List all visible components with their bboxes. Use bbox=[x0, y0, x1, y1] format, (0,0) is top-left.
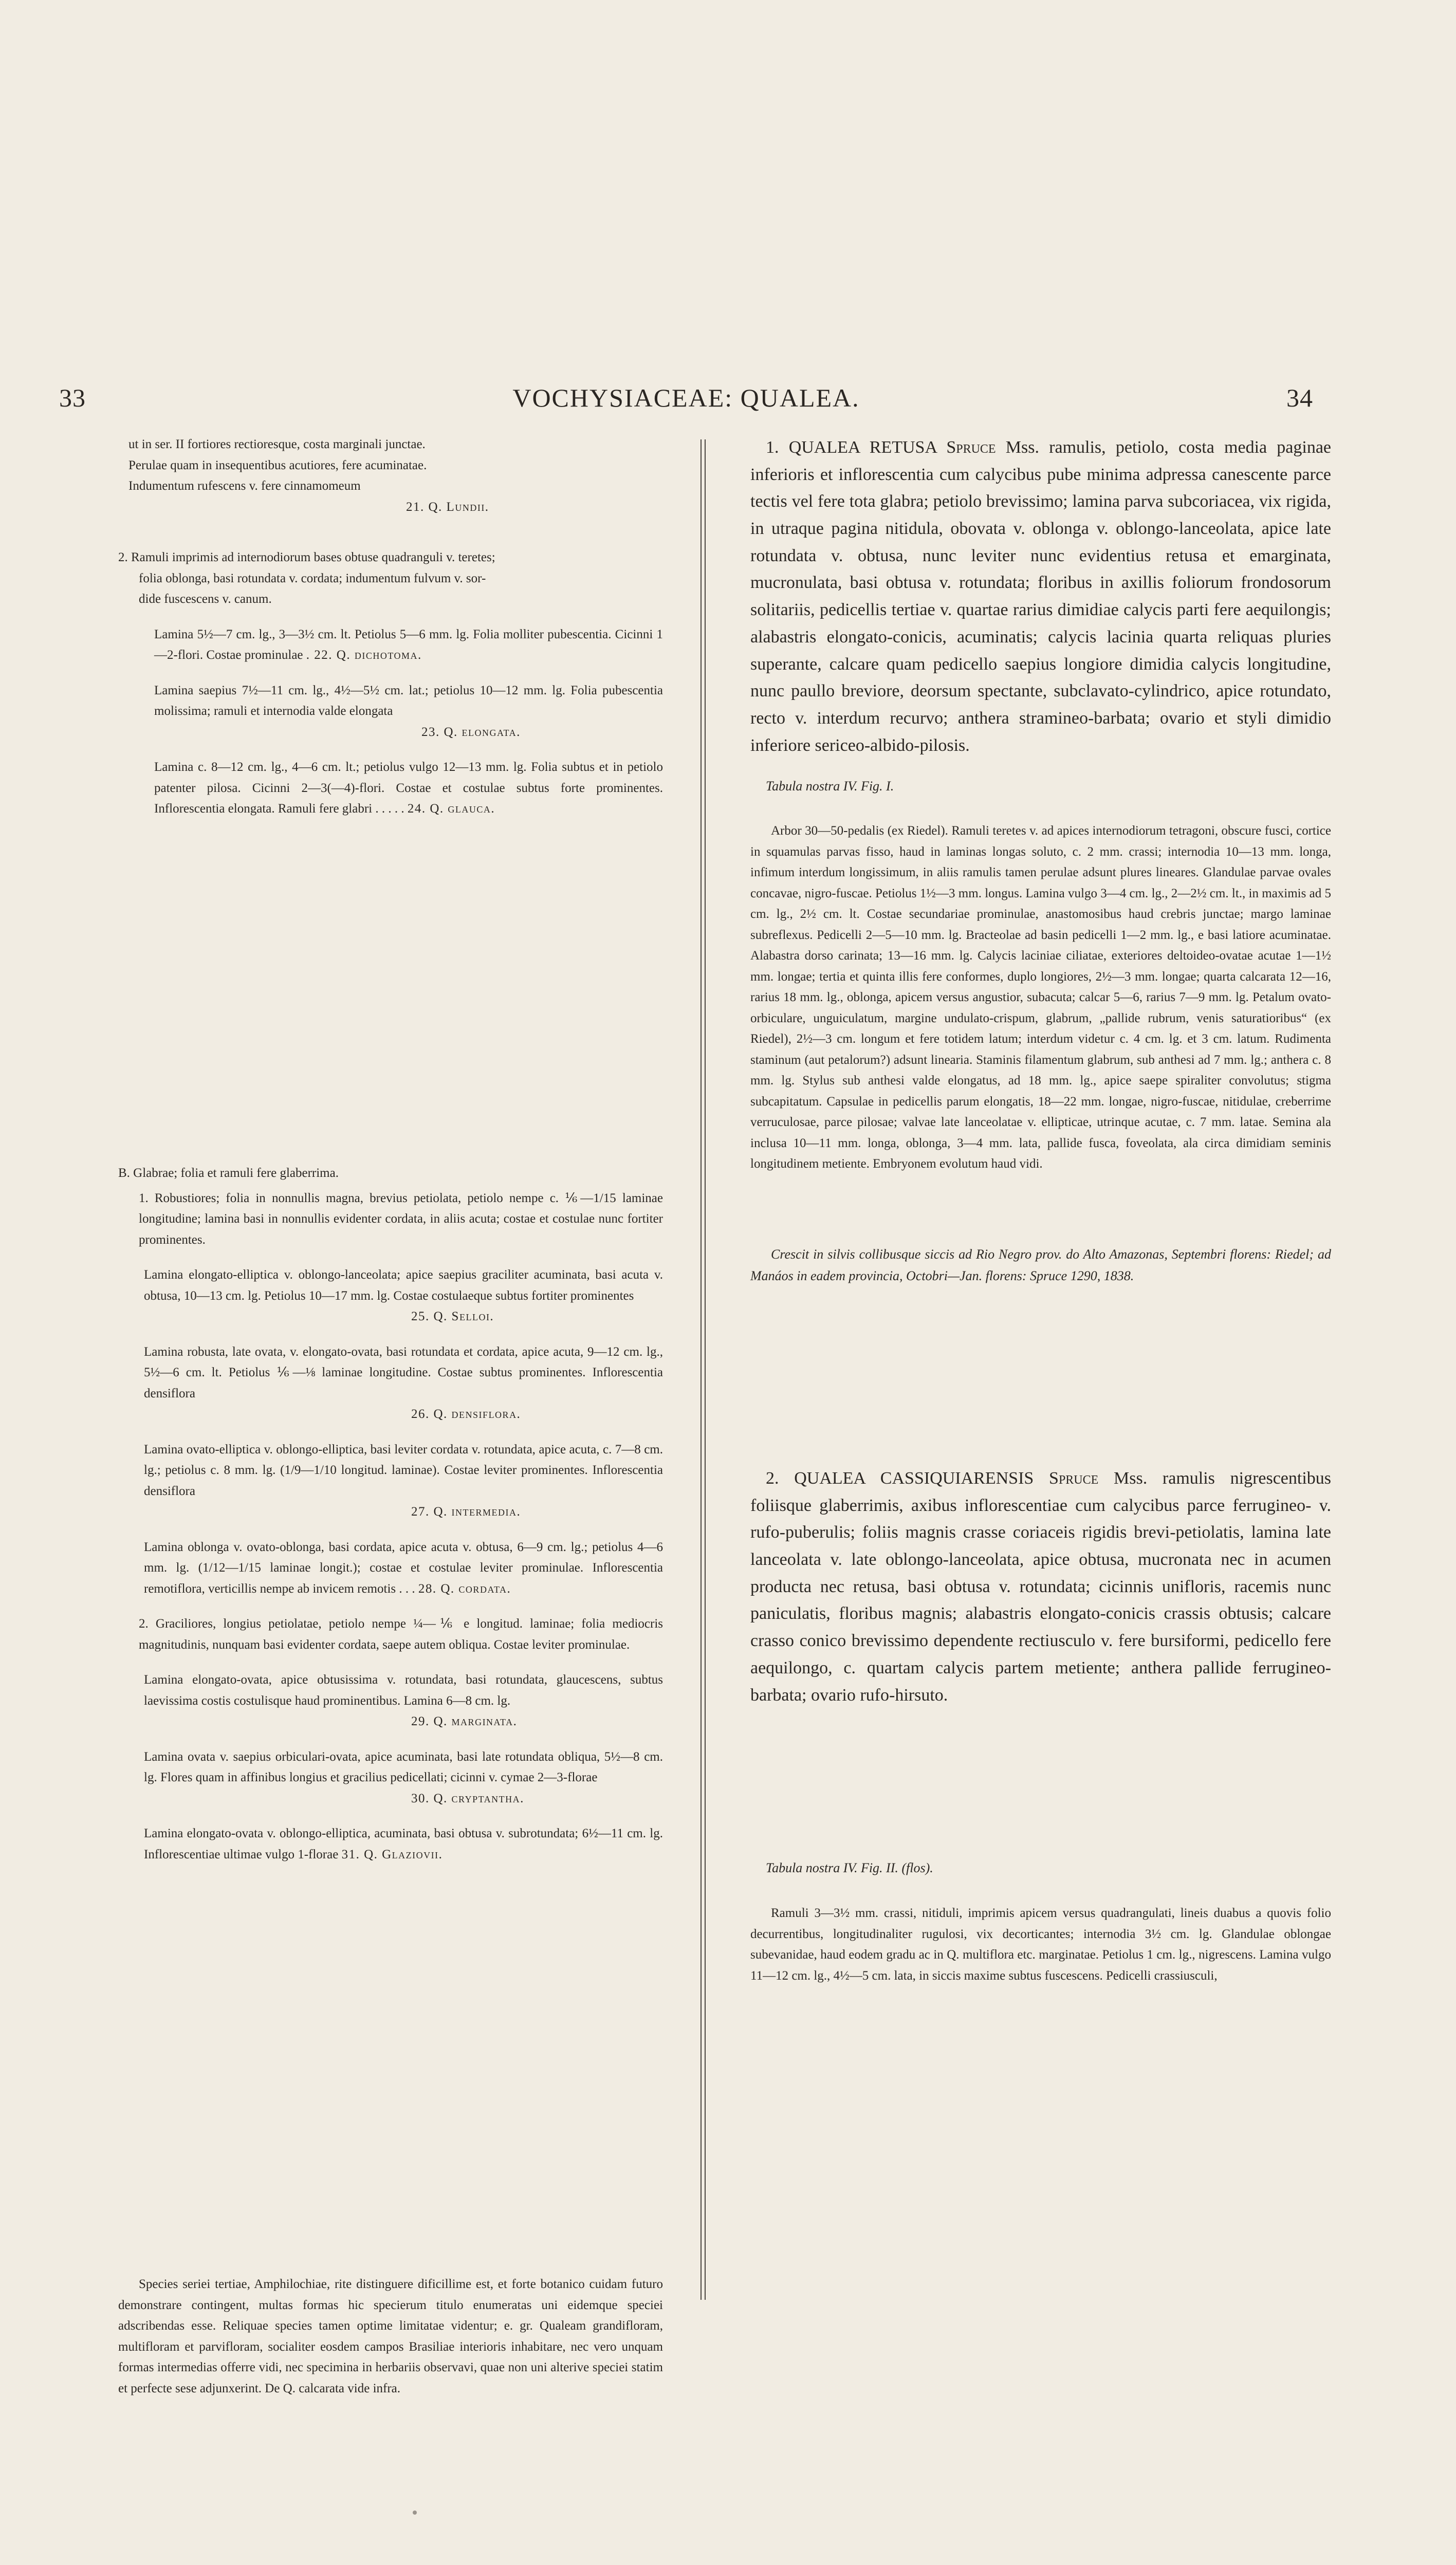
key-item-line: dide fuscescens v. canum. bbox=[139, 592, 272, 606]
page-number-right: 34 bbox=[1286, 383, 1313, 412]
key-entry-28 bbox=[139, 1537, 663, 1600]
species-2-description bbox=[750, 1465, 1331, 1709]
species-diagnosis: Mss. ramulis, petiolo, costa media paginae inferioris et inflorescentia cum calycibus pube minima adpressa canescente parce tectis vel fere tota glabra; petiolo brevissimo; lamina parva subcoriacea, vix rigida, in utraque pagina nitidula, obovata v. oblonga v. oblongo-lanceolata, apice late rotundata v. obtusa, nunc leviter nunc evidentius retusa et emarginata, mucronulata, basi obtusa v. rotundata; floribus in axillis foliorum frondosorum solitariis, pedicellis tertiae v. quartae rarius dimidiae calycis parti fere aequilongis; alabastris elongato-conicis, acuminatis; calycis lacinia quarta reliquas pluries superante, calcare quam pedicello saepius longiore dimidia calycis longitudine, nunc paullo breviore, deorsum spectante, subclavato-cylindrico, apice rotundato, recto v. interdum recurvo; anthera stramineo-barbata; ovario et styli dimidio inferiore sericeo-albido-pilosis. bbox=[750, 438, 1332, 755]
running-title: VOCHYSIACEAE: QUALEA. bbox=[512, 383, 860, 412]
key-entry-text: Lamina c. 8—12 cm. lg., 4—6 cm. lt.; petiolus vulgo 12—13 mm. lg. Folia subtus et in petiolo patenter pilosa. Cicinni 2—3(—4)-flori. Costae et costulae subtus forte prominentes. Inflorescentia elongata. Ramuli fere glabri . . . . . bbox=[154, 760, 663, 816]
key-entry-29 bbox=[139, 1670, 663, 1732]
key-entry-text: Lamina ovata v. saepius orbiculari-ovata, apice acuminata, basi late rotundata obliqua, 5½—8 cm. lg. Flores quam in affinibus longius et gracilius pedicellati; cicinni v. cymae 2—3-florae bbox=[144, 1749, 663, 1784]
key-entry-27 bbox=[139, 1440, 663, 1523]
key-group-B1 bbox=[118, 1188, 663, 1600]
key-entry-text: Lamina robusta, late ovata, v. elongato-ovata, basi rotundata et cordata, apice acuta, 9—12 cm. lg., 5½—6 cm. lt. Petiolus ⅙—⅛ laminae longitudine. Costae subtus prominentes. Inflorescentia densiflora bbox=[144, 1344, 663, 1400]
key-entry-25 bbox=[139, 1265, 663, 1327]
species-title: 2. QUALEA CASSIQUIARENSIS bbox=[766, 1469, 1034, 1488]
plate-reference-1: Tabula nostra IV. Fig. I. bbox=[766, 779, 894, 794]
running-header bbox=[59, 383, 1313, 419]
intro-line: Indumentum rufescens v. fere cinnamomeum bbox=[128, 479, 361, 493]
key-group-B2 bbox=[118, 1614, 663, 1865]
group-description: 1. Robustiores; folia in nonnullis magna, brevius petiolata, petiolo nempe c. ⅙—1/15 laminae longitudine; lamina basi in nonnullis evidenter cordata, in aliis acuta; costae et costulae nunc fortiter prominentes. bbox=[139, 1191, 663, 1247]
key-entry-species: 23. Q. elongata. bbox=[421, 725, 521, 739]
key-entry-species: . 22. Q. dichotoma. bbox=[306, 648, 422, 662]
key-entry-species: 25. Q. Selloi. bbox=[411, 1309, 494, 1323]
intro-line: Perulae quam in insequentibus acutiores, fere acuminatae. bbox=[128, 458, 427, 472]
key-entry-text: Lamina elongato-ovata, apice obtusissima v. rotundata, basi rotundata, glaucescens, subtus laevissima costis costulisque haud prominentibus. Lamina 6—8 cm. lg. bbox=[144, 1673, 663, 1708]
key-entry-species: 31. Q. Glaziovii. bbox=[341, 1847, 443, 1861]
key-entry-species: 24. Q. glauca. bbox=[407, 802, 495, 816]
page-number-left: 33 bbox=[59, 383, 86, 412]
key-item-2 bbox=[118, 547, 663, 820]
species-diagnosis: Mss. ramulis nigrescentibus foliisque glaberrimis, axibus inflorescentiae cum calycibus parce ferrugineo- v. rufo-puberulis; foliis magnis crasse coriaceis rigidis brevi-petiolatis, lamina late lanceolata v. late oblongo-lanceolata, apice obtusa, mucronata nec in acumen producta nec retusa, basi obtusa v. rotundata; cicinnis unifloris, racemis nunc paniculatis, floribus magnis; alabastris elongato-conicis crassis obtusis; calcare crasso conico brevissimo dependente rectiusculo v. fere bursiformi, pedicello fere aequilongo, c. quartam calycis partem metiente; anthera pallide ferrugineo-barbata; ovario rufo-hirsuto. bbox=[750, 1469, 1332, 1705]
key-entry-text: Lamina 5½—7 cm. lg., 3—3½ cm. lt. Petiolus 5—6 mm. lg. Folia molliter pubescentia. Cicinni 1—2-flori. Costae prominulae bbox=[154, 627, 663, 662]
key-entry-24 bbox=[128, 757, 663, 820]
column-divider bbox=[701, 439, 706, 2300]
key-entry-species: 27. Q. intermedia. bbox=[411, 1505, 521, 1519]
species-title: 1. QUALEA RETUSA bbox=[766, 438, 937, 457]
section-heading: B. Glabrae; folia et ramuli fere glaberrima. bbox=[118, 1166, 339, 1180]
ink-speck bbox=[413, 2511, 417, 2515]
key-entry-text: Lamina saepius 7½—11 cm. lg., 4½—5½ cm. lat.; petiolus 10—12 mm. lg. Folia pubescentia molissima; ramuli et internodia valde elongata bbox=[154, 683, 663, 718]
group-description: 2. Graciliores, longius petiolatae, petiolo nempe ¼—⅙ e longitud. laminae; folia mediocris magnitudinis, nunquam basi evidenter cordata, saepe autem obliqua. Costae leviter prominulae. bbox=[139, 1617, 663, 1652]
key-entry-text: Lamina elongato-ovata v. oblongo-elliptica, acuminata, basi obtusa v. subrotundata; 6½—11 cm. lg. Inflorescentiae ultimae vulgo 1-florae bbox=[144, 1826, 663, 1861]
key-block-intro bbox=[128, 434, 663, 518]
key-entry-text: Lamina ovato-elliptica v. oblongo-elliptica, basi leviter cordata v. rotundata, apice acuta, c. 7—8 cm. lg.; petiolus c. 8 mm. lg. (1/9—1/10 longitud. laminae). Costae leviter prominentes. Inflorescentia densiflora bbox=[144, 1442, 663, 1498]
key-entry-species: 29. Q. marginata. bbox=[411, 1714, 518, 1728]
species-author: Spruce bbox=[1049, 1469, 1099, 1488]
species-1-habitat: Crescit in silvis collibusque siccis ad Rio Negro prov. do Alto Amazonas, Septembri florens: Riedel; ad Manáos in eadem provincia, Octobri—Jan. florens: Spruce 1290, 1838. bbox=[750, 1247, 1331, 1284]
plate-reference-2: Tabula nostra IV. Fig. II. (flos). bbox=[766, 1860, 933, 1875]
intro-line: ut in ser. II fortiores rectioresque, costa marginali junctae. bbox=[128, 437, 426, 451]
species-ref-21: 21. Q. Lundii. bbox=[406, 500, 489, 514]
key-section-B bbox=[118, 1163, 663, 1865]
key-entry-31 bbox=[139, 1823, 663, 1865]
key-entry-30 bbox=[139, 1747, 663, 1810]
key-entry-text: Lamina oblonga v. ovato-oblonga, basi cordata, apice acuta v. obtusa, 6—9 cm. lg.; petiolus 4—6 mm. lg. (1/12—1/15 laminae longit.); costae et costulae leviter prominulae. Inflorescentia remotiflora, verticillis nempe ab invicem remotis . . . bbox=[144, 1540, 663, 1596]
key-entry-species: 30. Q. cryptantha. bbox=[411, 1791, 524, 1805]
key-entry-species: 28. Q. cordata. bbox=[418, 1581, 511, 1596]
species-1-detail: Arbor 30—50-pedalis (ex Riedel). Ramuli teretes v. ad apices internodiorum tetragoni, obscure fusci, cortice in squamulas parvas fisso, haud in laminas longas soluto, c. 2 mm. crassi; internodia 10—13 mm. longa, infimum interdum longissimum, in aliis ramulis tamen perulae adsunt plures lineares. Glandulae parvae ovales concavae, nigro-fuscae. Petiolus 1½—3 mm. longus. Lamina vulgo 3—4 cm. lg., 2—2½ cm. lt., in maximis ad 5 cm. lg., 2½ cm. lt. Costae secundariae prominulae, anastomosibus haud crebris junctae; margo laminae subreflexus. Pedicelli 2—5—10 mm. lg. Bracteolae ad basin pedicelli 1—2 mm. lg., e basi latiore acuminatae. Alabastra dorso carinata; 13—16 mm. lg. Calycis laciniae ciliatae, exteriores deltoideo-ovatae acutae 1—1½ mm. longae; tertia et quinta illis fere conformes, duplo longiores, 2½—3 mm. longae; quarta calcarata 12—16, rarius 18 mm. lg., oblonga, apicem versus angustior, subacuta; calcar 5—6, rarius 7—9 mm. lg. Petalum ovato-orbiculare, unguiculatum, margine undulato-crispum, glabrum, „pallide rubrum, venis saturatioribus“ (ex Riedel), 2½—3 cm. longum et fere totidem latum; interdum videtur c. 4 cm. lg. et 3 cm. latum. Rudimenta staminum (aut petalorum?) adsunt linearia. Staminis filamentum glabrum, sub anthesi ad 7 mm. lg.; anthera c. 8 mm. lg. Stylus sub anthesi valde elongatus, ad 18 mm. lg., apice saepe spiraliter convolutus; stigma subcapitatum. Capsulae in pedicellis parum elongatis, 18—22 mm. longae, nigro-fuscae, nitidulae, creberrime verruculosae, parce pilosae; valvae late lanceolatae v. ellipticae, utrinque acutae, c. 7 mm. latae. Semina ala inclusa 10—11 mm. longa, oblonga, 3—4 mm. lata, pallide fusca, foveolata, ala circa dimidiam seminis longitudinem metiente. Embryonem evolutum haud vidi. bbox=[750, 824, 1331, 1171]
species-1-description bbox=[750, 434, 1331, 759]
key-entry-22 bbox=[128, 624, 663, 666]
key-entry-text: Lamina elongato-elliptica v. oblongo-lanceolata; apice saepius graciliter acuminata, basi acuta v. obtusa, 10—13 cm. lg. Petiolus 10—17 mm. lg. Costae costulaeque subtus fortiter prominentes bbox=[144, 1268, 663, 1303]
species-2-detail: Ramuli 3—3½ mm. crassi, nitiduli, imprimis apicem versus quadrangulati, lineis duabus a quovis folio decurrentibus, longitudinaliter rugulosi, vix decorticantes; internodia 3½ cm. lg. Glandulae oblongae subevanidae, haud eodem gradu ac in Q. multiflora etc. marginatae. Petiolus 1 cm. lg., nigrescens. Lamina vulgo 11—12 cm. lg., 4½—5 cm. lata, in siccis maxime subtus fuscescens. Pedicelli crassiusculi, bbox=[750, 1906, 1331, 1983]
key-entry-26 bbox=[139, 1342, 663, 1425]
key-item-line: folia oblonga, basi rotundata v. cordata; indumentum fulvum v. sor- bbox=[139, 571, 486, 585]
species-author: Spruce bbox=[946, 438, 996, 457]
key-entry-23 bbox=[128, 680, 663, 743]
key-entry-species: 26. Q. densiflora. bbox=[411, 1407, 521, 1421]
key-item-line: 2. Ramuli imprimis ad internodiorum bases obtuse quadranguli v. teretes; bbox=[118, 550, 495, 564]
species-note: Species seriei tertiae, Amphilochiae, rite distinguere dificillime est, et forte botanico cuidam futuro demonstrare contingent, multas formas hic specierum titulo enumeratas uni eidemque speciei adscribendas esse. Reliquae species tamen optime limitatae videntur; e. gr. Qualeam grandifloram, multifloram et parvifloram, socialiter eosdem campos Brasiliae interioris inhabitare, nec vero unquam formas intermedias offerre vidi, nec specimina in herbariis observavi, quae non uni alterive speciei statim et perfecte sese adjunxerint. De Q. calcarata vide infra. bbox=[118, 2277, 663, 2395]
